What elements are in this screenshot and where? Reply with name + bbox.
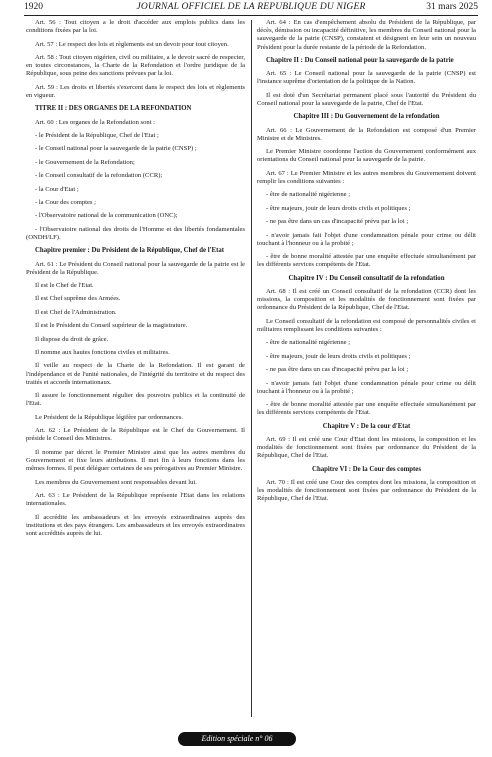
paragraph: - être majeurs, jouir de leurs droits civils et politiques ; (266, 204, 411, 212)
paragraph: Art. 70 : Il est créé une Cour des comptes dont les missions, la composition et les modalités de fonctionnement sont fixées par ordonnance du Président de la République, Chef de l'Etat. (257, 478, 476, 503)
paragraph: Il assure le fonctionnement régulier des pouvoirs publics et la continuité de l'Etat. (26, 392, 245, 408)
paragraph: - l'Observatoire national des droits de l'Homme et des libertés fondamentales (ONDH/LF). (26, 225, 245, 241)
paragraph: Il est Chef suprême des Armées. (35, 295, 121, 303)
paragraph: Le Président de la République légifère par ordonnances. (35, 413, 183, 421)
paragraph: Il veille au respect de la Charte de la Refondation. Il est garant de l'indépendance et de l'unité nationales, de l'intégrité du territoire et du respect des traités et accords internationaux. (26, 362, 245, 386)
page-number: 1920 (24, 2, 43, 12)
paragraph: - le Conseil national pour la sauvegarde de la patrie (CNSP) ; (35, 145, 197, 153)
section-heading: Chapitre IV : Du Conseil consultatif de la refondation (288, 274, 445, 282)
paragraph: Les membres du Gouvernement sont responsables devant lui. (35, 478, 197, 486)
paragraph: Art. 66 : Le Gouvernement de la Refondation est composé d'un Premier Ministre et de Ministres. (257, 126, 476, 142)
section-heading: TITRE II : DES ORGANES DE LA REFONDATION (35, 105, 192, 113)
section-heading: Chapitre premier : Du Président de la République, Chef de l'Etat (35, 247, 224, 255)
paragraph: - le Président de la République, Chef de l'Etat ; (35, 131, 159, 139)
right-column (257, 19, 476, 509)
journal-title: JOURNAL OFFICIEL DE LA REPUBLIQUE DU NIGER (136, 2, 366, 12)
section-heading: Chapitre II : Du Conseil national pour la sauvegarde de la patrie (266, 57, 454, 64)
column-divider (251, 20, 252, 717)
paragraph: - le Gouvernement de la Refondation; (35, 158, 135, 166)
paragraph: Le Premier Ministre coordonne l'action du Gouvernement conformément aux orientations du Conseil national pour la sauvegarde de la patrie. (257, 148, 476, 164)
issue-date: 31 mars 2025 (426, 2, 478, 12)
paragraph: Art. 59 : Les droits et libertés s'exercent dans le respect des lois et règlements en vigueur. (26, 83, 245, 99)
paragraph: - être majeurs, jouir de leurs droits civils et politiques ; (266, 352, 411, 360)
edition-badge: Edition spéciale n° 06 (178, 732, 296, 746)
paragraph: Il accrédite les ambassadeurs et les envoyés extraordinaires auprès des institutions et des pays étrangers. Les ambassadeurs et les envoyés extraordinaires sont accrédités auprès de lui. (26, 513, 245, 537)
paragraph: - n'avoir jamais fait l'objet d'une condamnation pénale pour crime ou délit touchant à l'honneur ou à la probité ; (257, 231, 476, 247)
paragraph: - être de bonne moralité attestée par une enquête effectuée simultanément par les différents services compétents de l'Etat. (257, 401, 476, 417)
paragraph: Il nomme par décret le Premier Ministre ainsi que les autres membres du Gouvernement et fixe leurs attributions. Il met fin à leurs fonctions dans les mêmes formes. Il peut déléguer certaines de ses prérogatives au Premier Ministre. (26, 448, 245, 473)
header-rule (24, 15, 478, 16)
section-heading: Chapitre VI : De la Cour des comptes (312, 465, 421, 473)
paragraph: Il est doté d'un Secrétariat permanent placé sous l'autorité du Président du Conseil national pour la sauvegarde de la patrie, Chef de l'Etat. (257, 91, 476, 107)
paragraph: Art. 62 : Le Président de la République est le Chef du Gouvernement. Il préside le Conseil des Ministres. (26, 427, 245, 443)
paragraph: - être de bonne moralité attestée par une enquête effectuée simultanément par les différents services compétents de l'Etat. (257, 253, 476, 269)
left-column (26, 19, 245, 543)
section-heading: Chapitre V : De la cour d'Etat (322, 422, 411, 430)
section-heading: Chapitre III : Du Gouvernement de la refondation (293, 113, 440, 121)
paragraph: Il dispose du droit de grâce. (35, 335, 109, 343)
paragraph: - être de nationalité nigérienne ; (266, 339, 351, 347)
paragraph: Art. 65 : Le Conseil national pour la sauvegarde de la patrie (CNSP) est l'instance suprême d'orientation de la politique de la Nation. (257, 70, 476, 86)
paragraph: - ne pas être dans un cas d'incapacité prévu par la loi ; (266, 366, 409, 374)
paragraph: - la Cour d'Etat ; (35, 185, 79, 193)
paragraph: - la Cour des comptes ; (35, 198, 96, 206)
paragraph: - le Conseil consultatif de la refondation (CCR); (35, 172, 163, 180)
paragraph: Le Conseil consultatif de la refondation est composé de personnalités civiles et militaires remplissant les conditions suivantes : (257, 317, 476, 333)
paragraph: Art. 57 : Le respect des lois et règlements est un devoir pour tout citoyen. (35, 40, 229, 48)
paragraph: - ne pas être dans un cas d'incapacité prévu par la loi ; (266, 218, 409, 226)
paragraph: Il nomme aux hautes fonctions civiles et militaires. (35, 349, 170, 357)
paragraph: Art. 56 : Tout citoyen a le droit d'accéder aux emplois publics dans les conditions fixées par la loi. (26, 19, 245, 35)
page-header (24, 2, 478, 16)
paragraph: Art. 58 : Tout citoyen nigérien, civil ou militaire, a le devoir sacré de respecter, en toutes circonstances, la Charte de la Refondation et l'ordre juridique de la République, sous peine des sanctions prévues par la loi. (26, 53, 245, 78)
paragraph: Art. 68 : Il est créé un Conseil consultatif de la refondation (CCR) dont les missions, la composition et les modalités de fonctionnement sont fixées par ordonnance du Président de la République, Chef de l'Etat. (257, 287, 476, 312)
paragraph: Art. 60 : Les organes de la Refondation sont : (35, 118, 156, 126)
paragraph: Art. 61 : Le Président du Conseil national pour la sauvegarde de la patrie est le Président de la République. (26, 260, 245, 276)
paragraph: Il est le Chef de l'Etat. (35, 282, 94, 290)
paragraph: - n'avoir jamais fait l'objet d'une condamnation pénale pour crime ou délit touchant à l'honneur ou à la probité ; (257, 379, 476, 395)
paragraph: Il est le Président du Conseil supérieur de la magistrature. (35, 322, 188, 330)
paragraph: Art. 64 : En cas d'empêchement absolu du Président de la République, par décès, démission ou incapacité définitive, les membres du Conseil national pour la sauvegarde de la patrie (CNSP), constatent et désignent en leur sein un nouveau Président pour la durée restante de la période de la Refondation. (257, 19, 476, 51)
paragraph: Art. 69 : Il est créé une Cour d'Etat dont les missions, la composition et les modalités de fonctionnement sont fixées par ordonnance du Président de la République, Chef de l'Etat. (257, 435, 476, 460)
paragraph: Art. 63 : Le Président de la République représente l'Etat dans les relations internationales. (26, 492, 245, 508)
paragraph: - l'Observatoire national de la communication (ONC); (35, 212, 178, 220)
paragraph: - être de nationalité nigérienne ; (266, 191, 351, 199)
paragraph: Il est Chef de l'Administration. (35, 308, 117, 316)
paragraph: Art. 67 : Le Premier Ministre et les autres membres du Gouvernement doivent remplir les conditions suivantes : (257, 169, 476, 185)
